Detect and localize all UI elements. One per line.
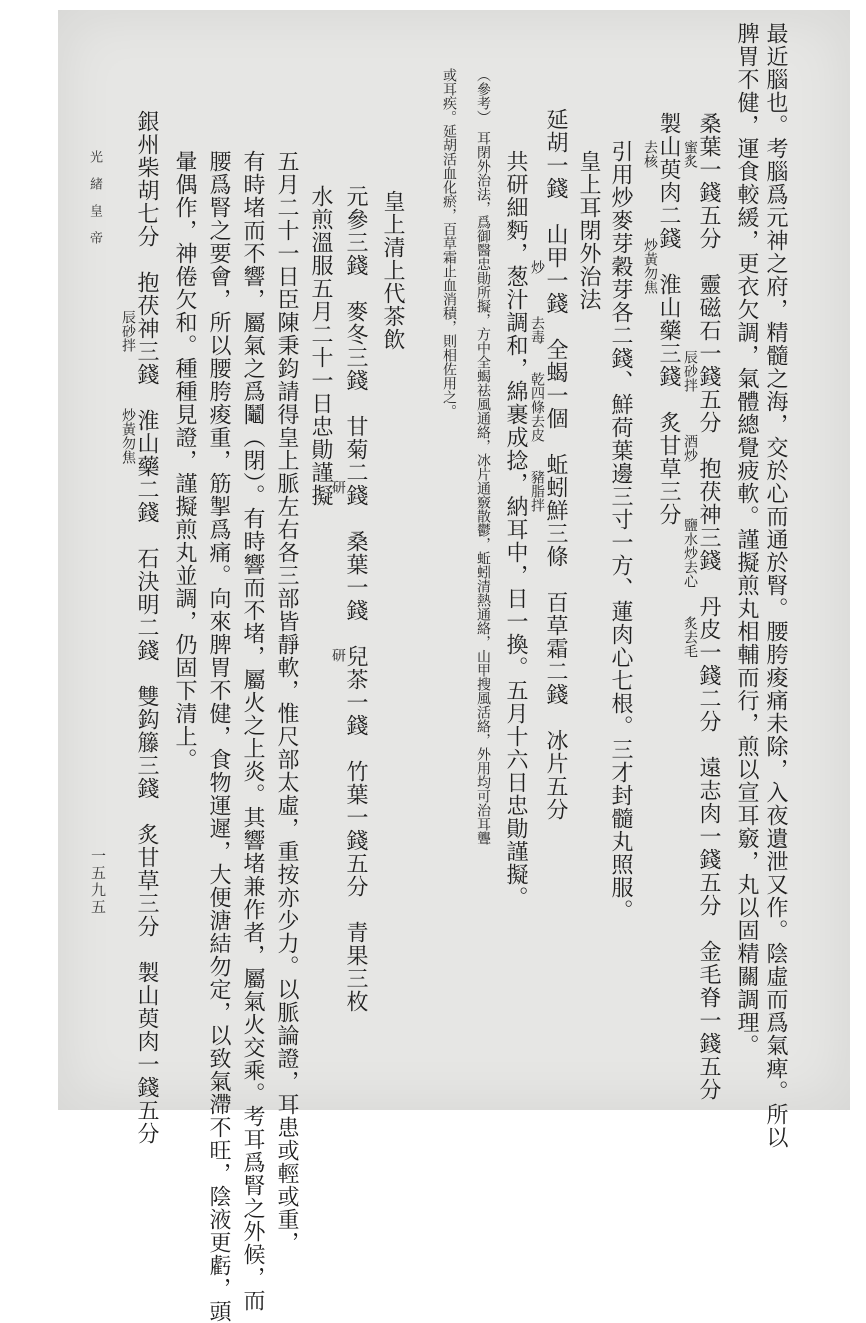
text-column: 水煎溫服五月二十一日忠勛謹擬 bbox=[308, 185, 333, 507]
text-column: 皇上耳閉外治法 bbox=[576, 150, 601, 311]
text-column: 製山萸肉二錢 淮山藥三錢 炙甘草三分 bbox=[656, 112, 681, 526]
book-page bbox=[58, 10, 850, 1323]
text-column: 蜜炙 辰砂拌 酒炒 鹽水炒去心 炙去毛 bbox=[682, 140, 698, 658]
text-column: 五月二十一日臣陳秉鈞請得皇上脈左右各三部皆靜軟，惟尺部太虛，重按亦少力。以脈論證，耳患或輕或重， bbox=[274, 150, 299, 1254]
text-column: 皇上清上代茶飲 bbox=[380, 190, 405, 351]
text-column: 去核 炒黃勿焦 bbox=[642, 140, 658, 294]
text-column: 研 研 bbox=[330, 480, 346, 662]
running-head: 光緒皇帝 bbox=[87, 150, 102, 258]
text-column: 有時堵而不響，屬氣之爲鬮（閉）。有時響而不堵，屬火之上炎。其響堵兼作者，屬氣火交乘。考耳爲腎之外候，而 bbox=[240, 150, 265, 1312]
text-column: 炒 去毒 乾四條去皮 豬脂拌 bbox=[529, 260, 545, 512]
text-column: 最近腦也。考腦爲元神之府，精髓之海，交於心而通於腎。腰胯痠痛未除，入夜遺泄又作。陰虛而爲氣痺。所以 bbox=[763, 22, 788, 1149]
text-column: 辰砂拌 炒黃勿焦 bbox=[120, 310, 136, 464]
text-column: 銀州柴胡七分 抱茯神三錢 淮山藥二錢 石決明二錢 雙鈎籐三錢 炙甘草三分 製山萸肉一錢五分 bbox=[134, 110, 159, 1145]
text-column: 桑葉一錢五分 靈磁石一錢五分 抱茯神三錢 丹皮一錢二分 遠志肉一錢五分 金毛脊一錢五分 bbox=[696, 112, 721, 1101]
text-column: 元參三錢 麥冬三錢 甘菊二錢 桑葉一錢 兒茶一錢 竹葉一錢五分 青果三枚 bbox=[343, 185, 368, 1013]
text-column: 腰爲腎之要會，所以腰胯痠重，筋掣爲痛。向來脾胃不健，食物運遲，大便溏結勿定，以致氣滯不旺，陰液更虧，頭 bbox=[206, 150, 231, 1323]
text-column: 延胡一錢 山甲一錢 全蝎一個 蚯蚓鮮三條 百草霜二錢 冰片五分 bbox=[543, 108, 568, 821]
text-column: （參考） 耳閉外治法，爲御醫忠勛所擬，方中全蝎祛風通絡，冰片通竅散鬱，蚯蚓清熱通絡，山甲搜風活絡，外用均可治耳聾 bbox=[475, 68, 491, 845]
text-column: 或耳疾。延胡活血化瘀，百草霜止血消積，則相佐用之。 bbox=[441, 68, 457, 418]
text-column: 脾胃不健，運食較緩，更衣欠調，氣體總覺疲軟。謹擬煎丸相輔而行，煎以宣耳竅，丸以固精關調理。 bbox=[734, 22, 759, 1057]
text-column: 共研細麪，葱汁調和，綿裹成捻，納耳中，日一換。五月十六日忠勛謹擬。 bbox=[503, 150, 528, 909]
page-number: 一五九五 bbox=[89, 848, 107, 916]
text-column: 引用炒麥芽穀芽各二錢、鮮荷葉邊三寸一方、蓮肉心七根。三才封髓丸照服。 bbox=[608, 140, 633, 922]
text-column: 暈偶作，神倦欠和。種種見證，謹擬煎丸並調，仍固下清上。 bbox=[172, 150, 197, 771]
